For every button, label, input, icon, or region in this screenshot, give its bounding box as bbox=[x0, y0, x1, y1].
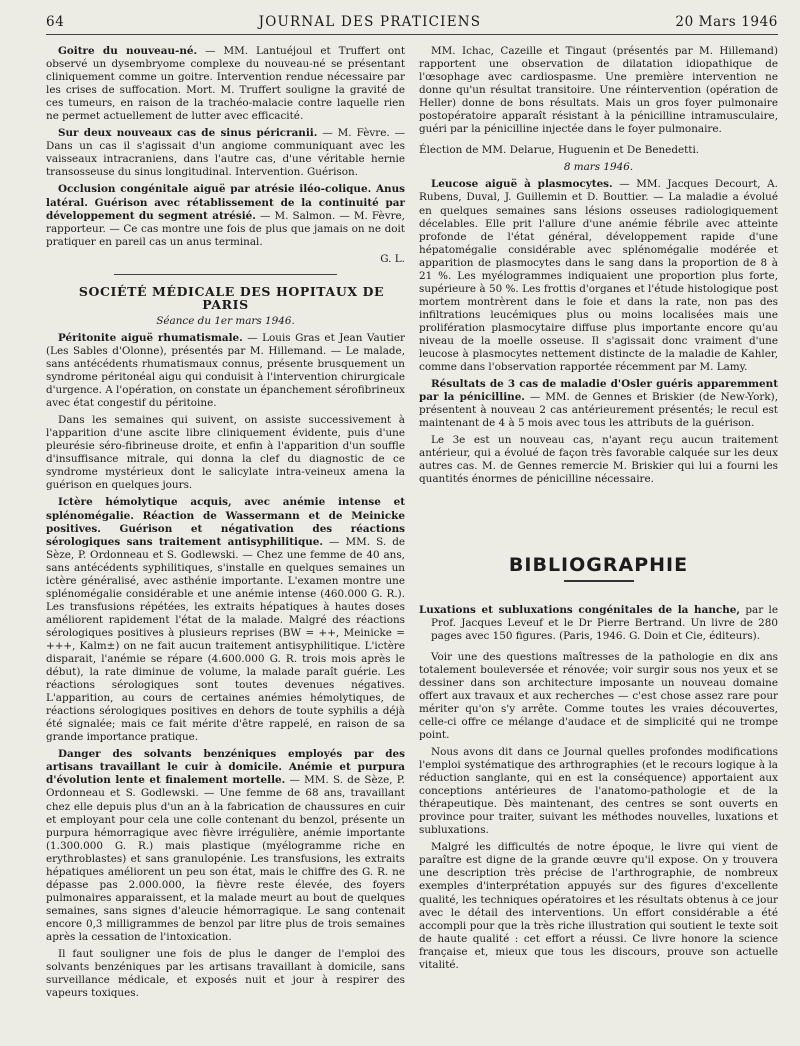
article-title: Résultats de 3 cas de maladie d'Osler guéris apparemment par la pénicilline. bbox=[419, 378, 778, 404]
divider bbox=[114, 274, 337, 275]
session-date: Séance du 1er mars 1946. bbox=[156, 314, 295, 327]
book-title: Luxations et subluxations congénitales de la hanche, bbox=[419, 603, 741, 616]
paragraph: Nous avons dit dans ce Journal quelles profondes modifications l'emploi systématique des arthrographies (et le recours logique à la réduction sanglante, qui en est la conséquence) apportaient aux conceptions antérieures de l'anatomo-pathologie et de la thérapeutique. Dès maintenant, des centres se sont ouverts en province pour traiter, suivant les méthodes nouvelles, luxations et subluxations. bbox=[419, 746, 778, 837]
article-solvants: Danger des solvants benzéniques employés par des artisans travaillant le cuir à domicile. Anémie et purpura d'évolution lente et finalement mortelle. — MM. S. de Sèze, P. Ordonneau et S. Godlewski. — Une femme de 68 ans, travaillant chez elle depuis plus d'un an à la fabrication de chaussures en cuir et employant pour cela une colle contenant du benzol, présente un purpura hémorragique avec fièvre irrégulière, anémie importante (1.300.000 G. R.) mais plastique (myélogramme riche en erythroblastes) et sans granulopénie. Les transfusions, les extraits hépatiques améliorent un peu son état, mais le chiffre des G. R. ne dépasse pas 2.000.000, la fièvre reste élevée, des foyers pulmonaires apparaissent, et la malade meurt au bout de quelques semaines, sans signes d'aleucie hémorragique. Le sang contenait encore 0,3 milligrammes de benzol par litre plus de trois semaines après la cessation de l'intoxication. bbox=[46, 748, 405, 943]
paragraph: Dans les semaines qui suivent, on assiste successivement à l'apparition d'une ascite libre cliniquement évidente, puis d'une pleurésie séro-fibrineuse droite, et enfin à l'apparition d'un souffle d'insuffisance mitrale, qui donna la clef du diagnostic de ce syndrome mystérieux dont le salicylate intra-veineux amena la guérison en quelques jours. bbox=[46, 414, 405, 492]
paragraph: MM. Ichac, Cazeille et Tingaut (présentés par M. Hillemand) rapportent une observation de dilatation idiopathique de l'œsophage avec cardiospasme. Une première intervention ne donne qu'un résultat transitoire. Une réintervention (opération de Heller) donne de bons résultats. Mais un gros foyer pulmonaire postopératoire apparaît résistant à la pénicilline intramusculaire, guéri par la pénicilline injectée dans le foyer pulmonaire. bbox=[419, 45, 778, 136]
article-osler: Résultats de 3 cas de maladie d'Osler guéris apparemment par la pénicilline. — MM. de Gennes et Briskier (de New-York), présentent à nouveau 2 cas antérieurement présentés; le recul est maintenant de 4 à 5 mois avec tous les attributs de la guérison. bbox=[419, 378, 778, 430]
article-title: Sur deux nouveaux cas de sinus péricranii. bbox=[58, 127, 318, 140]
divider bbox=[564, 580, 634, 582]
paragraph: Malgré les difficultés de notre époque, le livre qui vient de paraître est digne de la grande œuvre qu'il expose. On y trouvera une description très précise de l'arthrographie, de nombreux exemples d'interprétation appuyés sur des figures d'excellente qualité, les techniques opératoires et les résultats obtenus à ce jour avec le détail des interventions. Un effort considérable a été accompli pour que la très riche illustration qui soutient le texte soit de haute qualité : cet effort a réussi. Ce livre honore la science française et, mieux que tous les discours, prouve son actuelle vitalité. bbox=[419, 841, 778, 971]
article-title: Danger des solvants benzéniques employés par des artisans travaillant le cuir à domicile. Anémie et purpura d'évolution lente et finalement mortelle. bbox=[46, 748, 405, 787]
section-title: SOCIÉTÉ MÉDICALE DES HOPITAUX DE PARIS bbox=[78, 283, 385, 312]
bibliography-heading: BIBLIOGRAPHIE bbox=[508, 553, 689, 576]
signature: G. L. bbox=[380, 252, 405, 265]
article-title: Occlusion congénitale aiguë par atrésie iléo-colique. Anus latéral. Guérison avec rétablissement de la continuité par développement du segment atrésié. bbox=[46, 183, 405, 222]
paragraph: Le 3e est un nouveau cas, n'ayant reçu aucun traitement antérieur, qui a évolué de façon très favorable calquée sur les deux autres cas. M. de Gennes remercie M. Briskier qui lui a fourni les quantités énormes de pénicilline nécessaire. bbox=[419, 434, 778, 486]
page-number: 64 bbox=[46, 14, 65, 30]
article-sinus: Sur deux nouveaux cas de sinus péricranii. — M. Fèvre. — Dans un cas il s'agissait d'un angiome communiquant avec les vaisseaux intracraniens, dans l'autre cas, d'une véritable hernie transosseuse du sinus longitudinal. Intervention. Guérison. bbox=[46, 127, 405, 179]
book-entry: Luxations et subluxations congénitales de la hanche, par le Prof. Jacques Leveuf et le Dr Pierre Bertrand. Un livre de 280 pages avec 150 figures. (Paris, 1946. G. Doin et Cie, éditeurs). bbox=[419, 603, 778, 642]
article-leucose: Leucose aiguë à plasmocytes. — MM. Jacques Decourt, A. Rubens, Duval, J. Guillemin et D. Bouttier. — La maladie a évolué en quelques semaines sans lésions osseuses radiologiquement décelables. Elle prit l'allure d'une anémie fébrile avec atteinte profonde de l'état général, développement rapide d'une hépatomégalie considérable avec splénomégalie modérée et apparition de plasmocytes dans le sang dans la proportion de 8 à 21 %. Les myélogrammes indiquaient une proportion plus forte, supérieure à 50 %. Les frottis d'organes et l'étude histologique post mortem montrèrent dans le foie et dans la rate, non pas des infiltrations leucémiques plus ou moins localisées mais une prolifération plasmocytaire diffuse plus importante encore qu'au niveau de la moelle osseuse. Il s'agissait donc vraiment d'une leucose à plasmocytes nettement distincte de la maladie de Kahler, comme dans l'observation rapportée récemment par M. Lamy. bbox=[419, 178, 778, 374]
text-columns bbox=[46, 45, 778, 1004]
issue-date: 20 Mars 1946 bbox=[675, 14, 778, 30]
article-title: Leucose aiguë à plasmocytes. bbox=[431, 178, 613, 191]
article-occlusion: Occlusion congénitale aiguë par atrésie iléo-colique. Anus latéral. Guérison avec rétablissement de la continuité par développement du segment atrésié. — M. Salmon. — M. Fèvre, rapporteur. — Ce cas montre une fois de plus que jamais on ne doit pratiquer en pareil cas un anus terminal. bbox=[46, 183, 405, 248]
left-column bbox=[46, 45, 405, 1004]
paragraph: Il faut souligner une fois de plus le danger de l'emploi des solvants benzéniques par les artisans travaillant à domicile, sans surveillance médicale, et exposés nuit et jour à respirer des vapeurs toxiques. bbox=[46, 948, 405, 1000]
article-title: Ictère hémolytique acquis, avec anémie intense et splénomégalie. Réaction de Wassermann et de Meinicke positives. Guérison et négativation des réactions sérologiques sans traitement antisyphilitique. bbox=[46, 496, 405, 548]
session-date: 8 mars 1946. bbox=[563, 161, 634, 174]
election-notice: Élection de MM. Delarue, Huguenin et De Benedetti. bbox=[419, 144, 700, 157]
journal-title: JOURNAL DES PRATICIENS bbox=[258, 14, 482, 30]
article-ictere: Ictère hémolytique acquis, avec anémie intense et splénomégalie. Réaction de Wassermann et de Meinicke positives. Guérison et négativation des réactions sérologiques sans traitement antisyphilitique. — MM. S. de Sèze, P. Ordonneau et S. Godlewski. — Chez une femme de 40 ans, sans antécédents syphilitiques, s'installe en quelques semaines un ictère généralisé, avec asthénie importante. L'examen montre une splénomégalie considérable et une anémie intense (460.000 G. R.). Les transfusions répétées, les extraits hépatiques à hautes doses améliorent rapidement l'état de la malade. Malgré des réactions sérologiques positives à plusieurs reprises (BW = ++, Meinicke = +++, Kalm±) on ne fait aucun traitement antisyphilitique. L'ictère disparait, l'anémie se répare (4.600.000 G. R. trois mois après le début), la rate diminue de volume, la malade paraît guérie. Les réactions sérologiques sont toutes devenues négatives. L'apparition, au cours de certaines anémies hémolytiques, de réactions sérologiques positives en dehors de toute syphilis a déjà été signalée; mais ce fait mérite d'être rappelé, en raison de sa grande importance pratique. bbox=[46, 496, 405, 744]
article-title: Péritonite aiguë rhumatismale. bbox=[58, 331, 243, 344]
right-column bbox=[419, 45, 778, 1004]
running-head bbox=[46, 14, 778, 35]
paragraph: Voir une des questions maîtresses de la pathologie en dix ans totalement bouleversée et rénovée; voir surgir sous nos yeux et se dessiner dans son architecture imposante un nouveau domaine offert aux travaux et aux recherches — c'est chose assez rare pour mériter qu'on s'y arrête. Comme toutes les vraies découvertes, celle-ci offre ce mélange d'audace et de simplicité qui ne trompe point. bbox=[419, 650, 778, 741]
article-title: Goitre du nouveau-né. bbox=[58, 45, 198, 57]
article-peritonite: Péritonite aiguë rhumatismale. — Louis Gras et Jean Vautier (Les Sables d'Olonne), présentés par M. Hillemand. — Le malade, sans antécédents rhumatismaux connus, présente brusquement un syndrome péritonéal aigu qui conduisit à l'intervention chirurgicale d'urgence. A l'opération, on constate un épanchement sérofibrineux avec état congestif du péritoine. bbox=[46, 331, 406, 410]
article-goitre: Goitre du nouveau-né. — MM. Lantuéjoul et Truffert ont observé un dysembryome complexe du nouveau-né se présentant cliniquement comme un goitre. Intervention rendue nécessaire par les crises de suffocation. Mort. M. Truffert souligne la gravité de ces tumeurs, en raison de la trachéo-malacie contre laquelle rien ne permet actuellement de lutter avec efficacité. bbox=[46, 45, 405, 123]
